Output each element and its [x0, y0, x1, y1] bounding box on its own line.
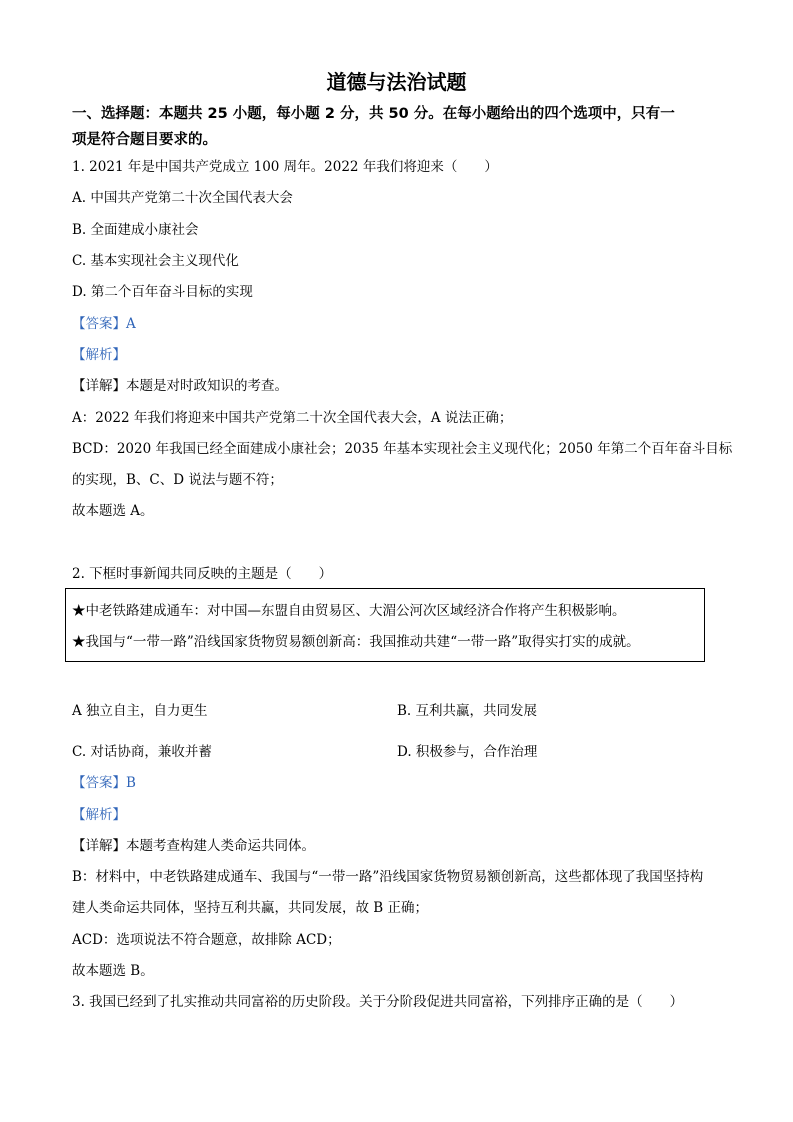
q1-detail: 【详解】本题是对时政知识的考查。	[72, 378, 288, 394]
q2-option-b: B. 互利共赢，共同发展	[397, 703, 538, 719]
q1-explain-1: A：2022 年我们将迎来中国共产党第二十次全国代表大会，A 说法正确；	[72, 410, 513, 426]
q2-answer-tag: 【答案】B	[72, 775, 136, 791]
q2-box-line-2: ★我国与“一带一路”沿线国家货物贸易额创新高：我国推动共建“一带一路”取得实打实的成就。	[72, 634, 640, 650]
q2-stem: 2. 下框时事新闻共同反映的主题是（ ）	[72, 566, 333, 582]
page-title: 道德与法治试题	[326, 70, 467, 94]
q2-explain-2: 建人类命运共同体，坚持互利共赢，共同发展，故 B 正确；	[72, 900, 429, 916]
q2-explain-3: ACD：选项说法不符合题意，故排除 ACD；	[72, 932, 341, 948]
q1-option-a: A. 中国共产党第二十次全国代表大会	[72, 190, 293, 206]
q1-stem: 1. 2021 年是中国共产党成立 100 周年。2022 年我们将迎来（ ）	[72, 159, 498, 175]
q1-option-b: B. 全面建成小康社会	[72, 222, 199, 238]
q2-option-a: A 独立自主，自力更生	[72, 703, 208, 719]
q1-conclusion: 故本题选 A。	[72, 503, 154, 519]
q2-explain-1: B：材料中，中老铁路建成通车、我国与“一带一路”沿线国家货物贸易额创新高，这些都体现了我国坚持构	[72, 869, 704, 885]
q1-option-d: D. 第二个百年奋斗目标的实现	[72, 284, 253, 300]
q2-box-line-1: ★中老铁路建成通车：对中国—东盟自由贸易区、大湄公河次区域经济合作将产生积极影响。	[72, 603, 626, 619]
q2-option-c: C. 对话协商，兼收并蓄	[72, 744, 212, 760]
section-heading-line-1: 一、选择题：本题共 25 小题，每小题 2 分，共 50 分。在每小题给出的四个选项中，只有一	[72, 106, 675, 122]
q1-answer-tag: 【答案】A	[72, 316, 136, 332]
q2-detail: 【详解】本题考查构建人类命运共同体。	[72, 838, 315, 854]
q3-stem: 3. 我国已经到了扎实推动共同富裕的历史阶段。关于分阶段促进共同富裕，下列排序正确的是（ ）	[72, 994, 684, 1010]
q1-option-c: C. 基本实现社会主义现代化	[72, 253, 239, 269]
q2-conclusion: 故本题选 B。	[72, 963, 154, 979]
q1-explain-3: 的实现，B、C、D 说法与题不符；	[72, 472, 283, 488]
q2-option-d: D. 积极参与，合作治理	[397, 744, 538, 760]
q2-analysis-tag: 【解析】	[72, 807, 126, 823]
q1-analysis-tag: 【解析】	[72, 347, 126, 363]
section-heading-line-2: 项是符合题目要求的。	[72, 132, 217, 148]
q1-explain-2: BCD：2020 年我国已经全面建成小康社会；2035 年基本实现社会主义现代化；2050 年第二个百年奋斗目标	[72, 441, 733, 457]
